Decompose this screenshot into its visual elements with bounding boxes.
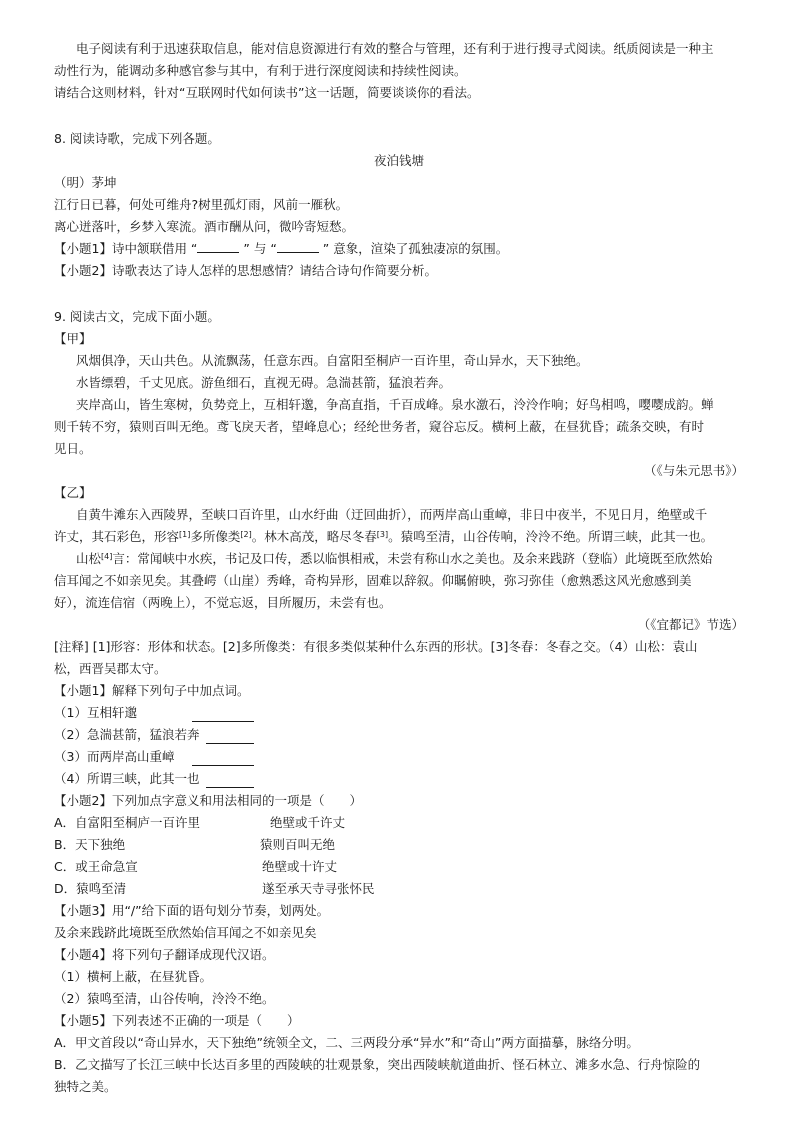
- q8-subquestion-1: [54, 238, 744, 260]
- poem-title: 夜泊钱塘: [373, 153, 424, 168]
- option-row[interactable]: [54, 834, 744, 856]
- item-text: （2）急湍甚箭，猛浪若奔: [54, 727, 200, 742]
- list-item: （1）横柯上蔽，在昼犹昏。: [54, 969, 212, 984]
- answer-blank[interactable]: [192, 753, 254, 766]
- option-right: 遂至承天寺寻张怀民: [262, 881, 375, 896]
- subquestion-5-title: 【小题5】下列表述不正确的一项是（ ）: [54, 1013, 300, 1028]
- subquestion-3-text: 及余来践跻此境既至欣然始信耳闻之不如亲见矣: [54, 925, 317, 940]
- poem-line-2: 离心迸落叶，乡梦入寒流。酒市酬从问，微吟寄短愁。: [54, 219, 355, 234]
- option-right: 绝壁或千许丈: [270, 815, 346, 830]
- yi-text: 许丈，其石彩色，形容: [54, 529, 180, 544]
- poem-line-1: 江行日已暮，何处可维舟?树里孤灯雨，风前一雁秋。: [54, 197, 349, 212]
- notes-line-1: [注释] [1]形容：形体和状态。[2]多所像类：有很多类似某种什么东西的形状。[3]冬春：冬春之交。（4）山松：袁山: [54, 639, 698, 654]
- option-a[interactable]: A．甲文首段以“奇山异水，天下独绝”统领全文，二、三两段分承“异水”和“奇山”两方面描摹，脉络分明。: [54, 1035, 639, 1050]
- option-b-line-1[interactable]: B．乙文描写了长江三峡中长达百多里的西陵峡的壮观景象，突出西陵峡航道曲折、怪石林立、滩多水急、行舟惊险的: [54, 1057, 701, 1072]
- option-b-line-2: 独特之美。: [54, 1079, 117, 1094]
- list-item: [54, 724, 744, 746]
- option-right: 绝壁或十许丈: [262, 859, 338, 874]
- list-item: [54, 746, 744, 768]
- jia-paragraph-1: 风烟俱净，天山共色。从流飘荡，任意东西。自富阳至桐庐一百许里，奇山异水，天下独绝。: [76, 353, 589, 368]
- yi-paragraph-2-line-3: 好），流连信宿（两晚上），不觉忘返，目所履历，未尝有也。: [54, 595, 392, 610]
- yi-text: 。猿鸣至清，山谷传响，泠泠不绝。所谓三峡，此其一也。: [388, 529, 714, 544]
- item-text: （4）所谓三峡，此其一也: [54, 771, 200, 786]
- yi-text: 言：常闻峡中水疾，书记及口传，悉以临惧相戒，未尝有称山水之美也。及余来践跻（登临）此境既至欣然始: [112, 551, 713, 566]
- subquestion-3-title: 【小题3】用“/”给下面的语句划分节奏，划两处。: [54, 903, 330, 918]
- option-left: A．自富阳至桐庐一百许里: [54, 815, 201, 830]
- jia-paragraph-3-line-2: 则千转不穷，猿则百叫无绝。鸢飞戾天者，望峰息心；经纶世务者，窥谷忘反。横柯上蔽，在昼犹昏；疏条交映，有时: [54, 419, 705, 434]
- q8-subquestion-2: 【小题2】诗歌表达了诗人怎样的思想感情？请结合诗句作简要分析。: [54, 263, 437, 278]
- yi-text: 多所像类: [190, 529, 241, 544]
- passage-jia-label: 【甲】: [54, 331, 92, 346]
- q8-heading: 8. 阅读诗歌，完成下列各题。: [54, 131, 220, 146]
- answer-blank-2[interactable]: [277, 240, 319, 253]
- footnote-ref-2: [2]: [240, 530, 252, 539]
- subquestion-4-title: 【小题4】将下列句子翻译成现代汉语。: [54, 947, 275, 962]
- option-left: D．猿鸣至清: [54, 881, 127, 896]
- yi-paragraph-2-line-1: [54, 548, 744, 570]
- option-row[interactable]: [54, 878, 744, 900]
- intro-line-1: 电子阅读有利于迅速获取信息，能对信息资源进行有效的整合与管理，还有利于进行搜寻式阅读。纸质阅读是一种主: [76, 41, 714, 56]
- notes-line-2: 松，西晋吴郡太守。: [54, 661, 167, 676]
- yi-source: （《宜都记》节选）: [637, 617, 744, 632]
- passage-yi-label: 【乙】: [54, 485, 92, 500]
- item-text: （1）互相轩邈: [54, 705, 137, 720]
- jia-paragraph-3-line-1: 夹岸高山，皆生寒树，负势竞上，互相轩邈，争高直指，千百成峰。泉水激石，泠泠作响；好鸟相鸣，嘤嘤成韵。蝉: [76, 397, 714, 412]
- footnote-ref-1: [1]: [179, 530, 191, 539]
- document-page: [54, 38, 744, 1098]
- option-left: B．天下独绝: [54, 837, 126, 852]
- option-row[interactable]: [54, 856, 744, 878]
- footnote-ref-4: [4]: [101, 552, 113, 561]
- answer-blank-1[interactable]: [197, 240, 239, 253]
- yi-paragraph-1-line-1: 自黄牛滩东入西陵界，至峡口百许里，山水纡曲（迂回曲折），而两岸高山重嶂，非日中夜半，不见日月，绝壁或千: [76, 507, 708, 522]
- subquestion-2-title: 【小题2】下列加点字意义和用法相同的一项是（ ）: [54, 793, 362, 808]
- list-item: [54, 768, 744, 790]
- yi-paragraph-2-line-2: 信耳闻之不如亲见矣。其叠崿（山崖）秀峰，奇构异形，固难以辞叙。仰瞩俯映，弥习弥佳（愈熟悉这风光愈感到美: [54, 573, 692, 588]
- item-text: （3）而两岸高山重嶂: [54, 749, 175, 764]
- jia-paragraph-3-line-3: 见日。: [54, 441, 92, 456]
- list-item: [54, 702, 744, 724]
- intro-line-3: 请结合这则材料，针对“互联网时代如何读书”这一话题，简要谈谈你的看法。: [54, 85, 480, 100]
- poem-author: （明）茅坤: [54, 175, 117, 190]
- q8-sub1-part-b: ” 与 “: [243, 241, 277, 256]
- q9-heading: 9. 阅读古文，完成下面小题。: [54, 309, 220, 324]
- q8-sub1-part-a: 【小题1】诗中颔联借用 “: [54, 241, 198, 256]
- answer-blank[interactable]: [192, 709, 254, 722]
- option-row[interactable]: [54, 812, 744, 834]
- yi-text: 。林木高茂，略尽冬春: [251, 529, 377, 544]
- subquestion-1-title: 【小题1】解释下列句子中加点词。: [54, 683, 250, 698]
- intro-line-2: 动性行为，能调动多种感官参与其中，有利于进行深度阅读和持续性阅读。: [54, 63, 467, 78]
- yi-paragraph-1-line-2: [54, 526, 744, 548]
- option-left: C．或王命急宣: [54, 859, 138, 874]
- list-item: （2）猿鸣至清，山谷传响，泠泠不绝。: [54, 991, 275, 1006]
- jia-paragraph-2: 水皆缥碧，千丈见底。游鱼细石，直视无碍。急湍甚箭，猛浪若奔。: [76, 375, 452, 390]
- yi-text: 山松: [76, 551, 102, 566]
- answer-blank[interactable]: [206, 775, 254, 788]
- jia-source: （《与朱元思书》）: [643, 463, 744, 478]
- answer-blank[interactable]: [206, 731, 254, 744]
- footnote-ref-3: [3]: [376, 530, 389, 539]
- q8-sub1-part-c: ” 意象，渲染了孤独凄凉的氛围。: [322, 241, 509, 256]
- option-right: 猿则百叫无绝: [260, 837, 336, 852]
